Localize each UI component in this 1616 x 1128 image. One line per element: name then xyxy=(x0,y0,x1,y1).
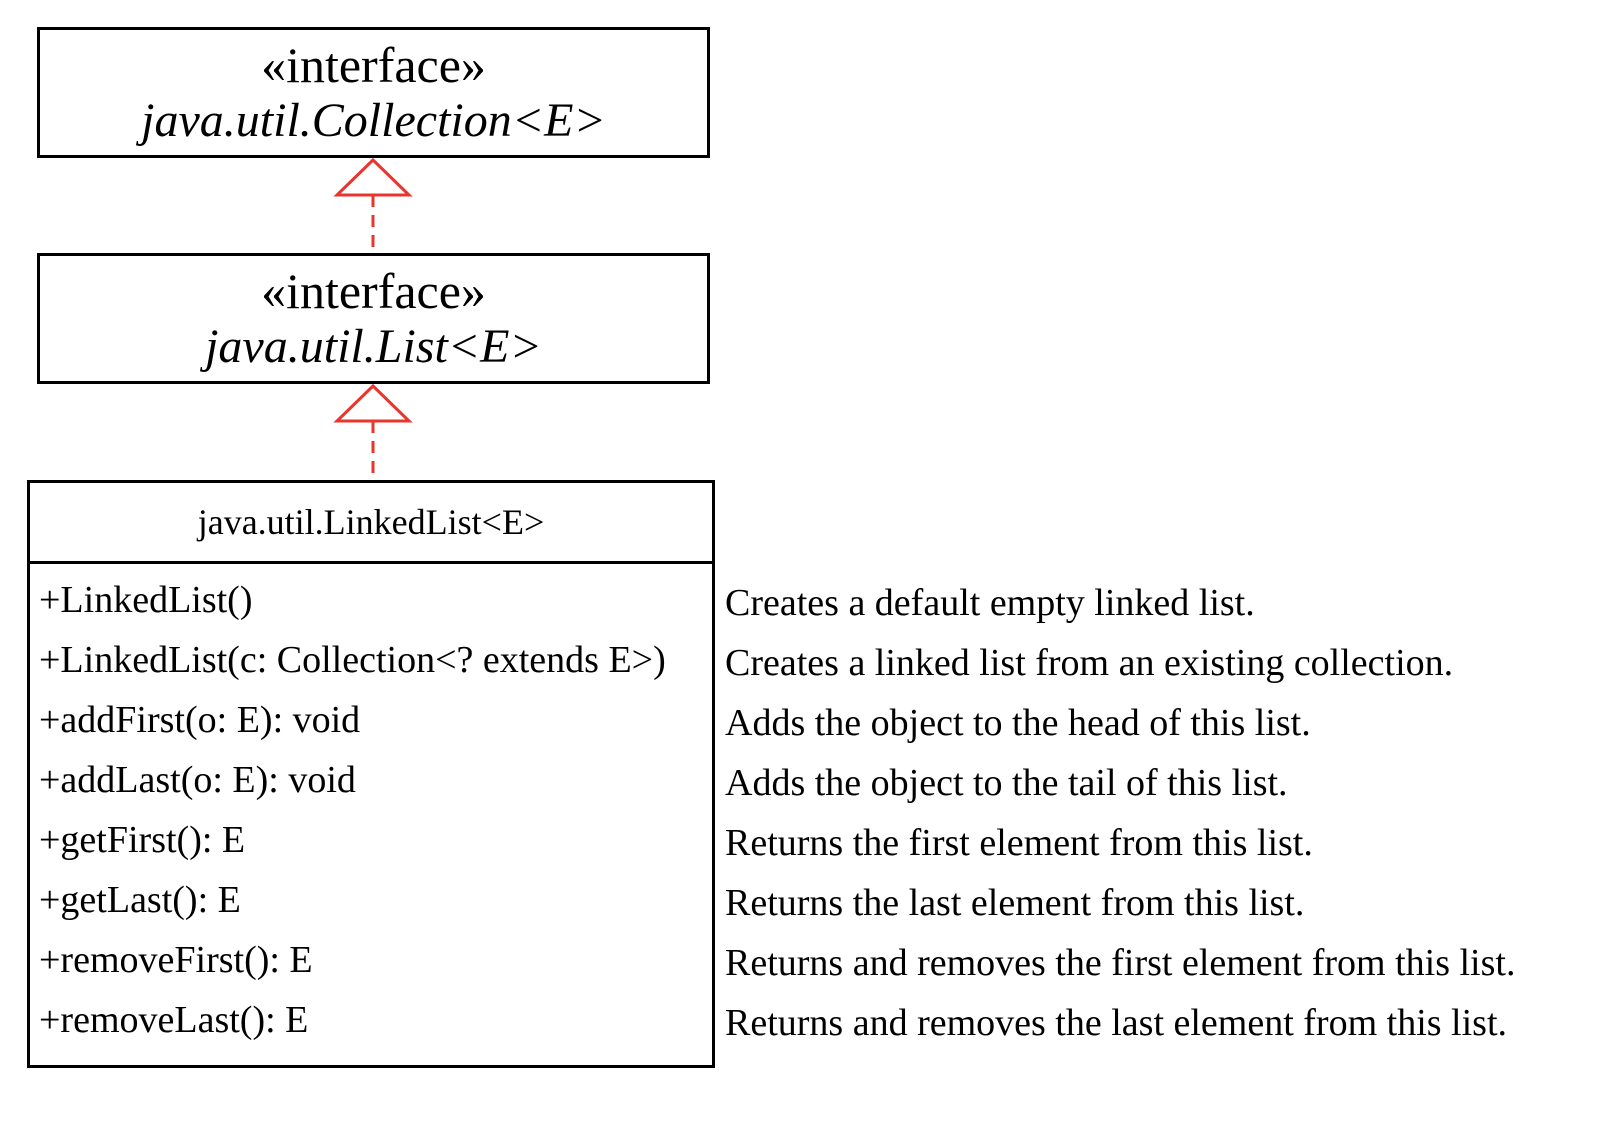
member-description: Creates a linked list from an existing collection. xyxy=(725,642,1454,684)
member-signature: +getFirst(): E xyxy=(39,819,246,861)
member-description: Returns the first element from this list. xyxy=(725,822,1313,864)
member-description: Adds the object to the head of this list. xyxy=(725,702,1311,744)
member-description: Returns the last element from this list. xyxy=(725,882,1305,924)
member-signature: +removeLast(): E xyxy=(39,999,309,1041)
member-signature: +addFirst(o: E): void xyxy=(39,699,361,741)
member-signature: +LinkedList() xyxy=(39,579,253,621)
hollow-triangle-arrowhead-icon xyxy=(337,386,409,421)
realization-arrow-list-to-collection xyxy=(337,160,409,253)
collection-interface-box xyxy=(37,27,710,158)
member-signature: +addLast(o: E): void xyxy=(39,759,356,801)
interface-name: java.util.Collection<E> xyxy=(141,93,606,147)
member-signature: +getLast(): E xyxy=(39,879,241,921)
interface-stereotype: «interface» xyxy=(261,36,486,93)
member-description: Returns and removes the first element from this list. xyxy=(725,942,1516,984)
member-signature: +removeFirst(): E xyxy=(39,939,313,981)
hollow-triangle-arrowhead-icon xyxy=(337,160,409,195)
member-description: Returns and removes the last element from this list. xyxy=(725,1002,1508,1044)
interface-stereotype: «interface» xyxy=(261,262,486,319)
member-signature: +LinkedList(c: Collection<? extends E>) xyxy=(39,639,666,681)
member-description: Creates a default empty linked list. xyxy=(725,582,1255,624)
linkedlist-class-box xyxy=(27,480,715,1068)
class-name: java.util.LinkedList<E> xyxy=(30,483,712,564)
interface-name: java.util.List<E> xyxy=(205,319,542,373)
member-description: Adds the object to the tail of this list. xyxy=(725,762,1288,804)
realization-arrow-linkedlist-to-list xyxy=(337,386,409,482)
list-interface-box xyxy=(37,253,710,384)
